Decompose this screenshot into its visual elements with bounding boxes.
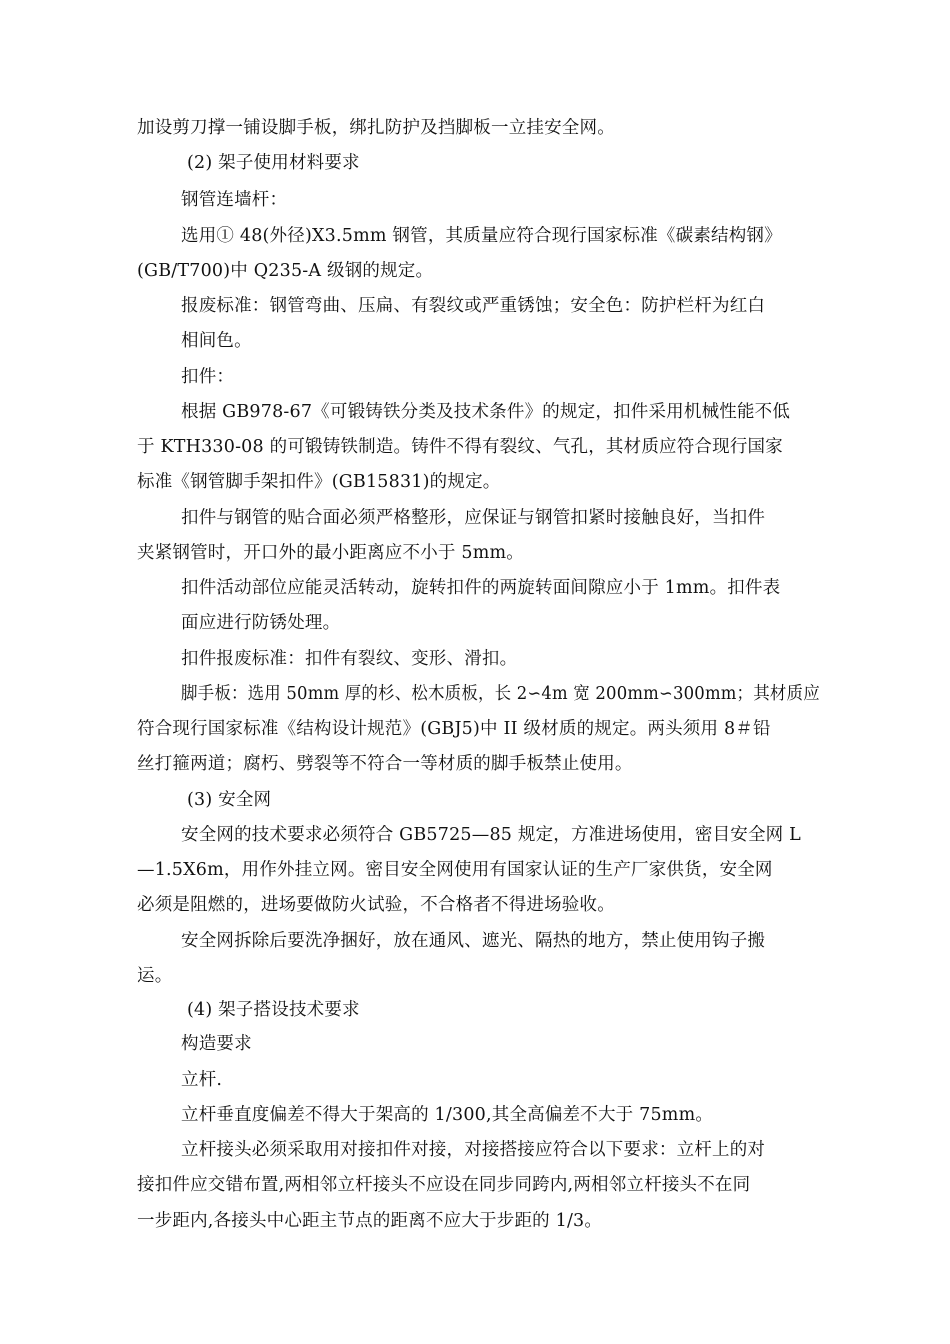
section-heading: (2) 架子使用材料要求	[187, 153, 360, 173]
text-line: 扣件：	[181, 367, 235, 387]
text-line: 脚手板：选用 50mm 厚的杉、松木质板，长 2∽4m 宽 200mm∽300mm；其材质应	[181, 684, 820, 704]
text-line: 面应进行防锈处理。	[181, 613, 341, 633]
text-line: 扣件活动部位应能灵活转动，旋转扣件的两旋转面间隙应小于 1mm。扣件表	[181, 578, 781, 598]
text-line: 一步距内,各接头中心距主节点的距离不应大于步距的 1/3。	[137, 1211, 603, 1231]
text-line: 构造要求	[181, 1034, 252, 1054]
text-line: 丝打箍两道；腐朽、劈裂等不符合一等材质的脚手板禁止使用。	[137, 754, 633, 774]
text-line: 相间色。	[181, 331, 252, 351]
text-line: 根据 GB978-67《可锻铸铁分类及技术条件》的规定，扣件采用机械性能不低	[181, 402, 791, 422]
section-heading: (4) 架子搭设技术要求	[187, 1000, 360, 1020]
text-line: 于 KTH330-08 的可锻铸铁制造。铸件不得有裂纹、气孔，其材质应符合现行国家	[137, 437, 783, 457]
text-line: 接扣件应交错布置,两相邻立杆接头不应设在同步同跨内,两相邻立杆接头不在同	[137, 1175, 751, 1195]
text-line: (GB/T700)中 Q235-A 级钢的规定。	[137, 261, 434, 281]
text-line: 报废标准：钢管弯曲、压扁、有裂纹或严重锈蚀；安全色：防护栏杆为红白	[181, 296, 766, 316]
text-line: 钢管连墙杆：	[181, 190, 288, 210]
text-line: 运。	[137, 966, 173, 986]
text-line: 立杆.	[181, 1070, 223, 1090]
text-line: 加设剪刀撑一铺设脚手板，绑扎防护及挡脚板一立挂安全网。	[137, 118, 615, 138]
text-line: —1.5X6m，用作外挂立网。密目安全网使用有国家认证的生产厂家供货，安全网	[137, 860, 773, 880]
text-line: 必须是阻燃的，进场要做防火试验，不合格者不得进场验收。	[137, 895, 615, 915]
text-line: 标准《钢管脚手架扣件》(GB15831)的规定。	[137, 472, 501, 492]
text-line: 扣件与钢管的贴合面必须严格整形，应保证与钢管扣紧时接触良好，当扣件	[181, 508, 766, 528]
text-line: 扣件报废标准：扣件有裂纹、变形、滑扣。	[181, 649, 518, 669]
text-line: 安全网拆除后要洗净捆好，放在通风、遮光、隔热的地方，禁止使用钩子搬	[181, 931, 766, 951]
section-heading: (3) 安全网	[187, 790, 272, 810]
text-line: 立杆垂直度偏差不得大于架高的 1/300,其全高偏差不大于 75mm。	[181, 1105, 714, 1125]
text-line: 夹紧钢管时，开口外的最小距离应不小于 5mm。	[137, 543, 524, 563]
text-line: 符合现行国家标准《结构设计规范》(GBJ5)中 II 级材质的规定。两头须用 8＃铅	[137, 719, 771, 739]
text-line: 立杆接头必须采取用对接扣件对接，对接搭接应符合以下要求：立杆上的对	[181, 1140, 766, 1160]
text-line: 选用① 48(外径)X3.5mm 钢管，其质量应符合现行国家标准《碳素结构钢》	[181, 226, 782, 246]
text-line: 安全网的技术要求必须符合 GB5725—85 规定，方准进场使用，密目安全网 L	[181, 825, 801, 845]
